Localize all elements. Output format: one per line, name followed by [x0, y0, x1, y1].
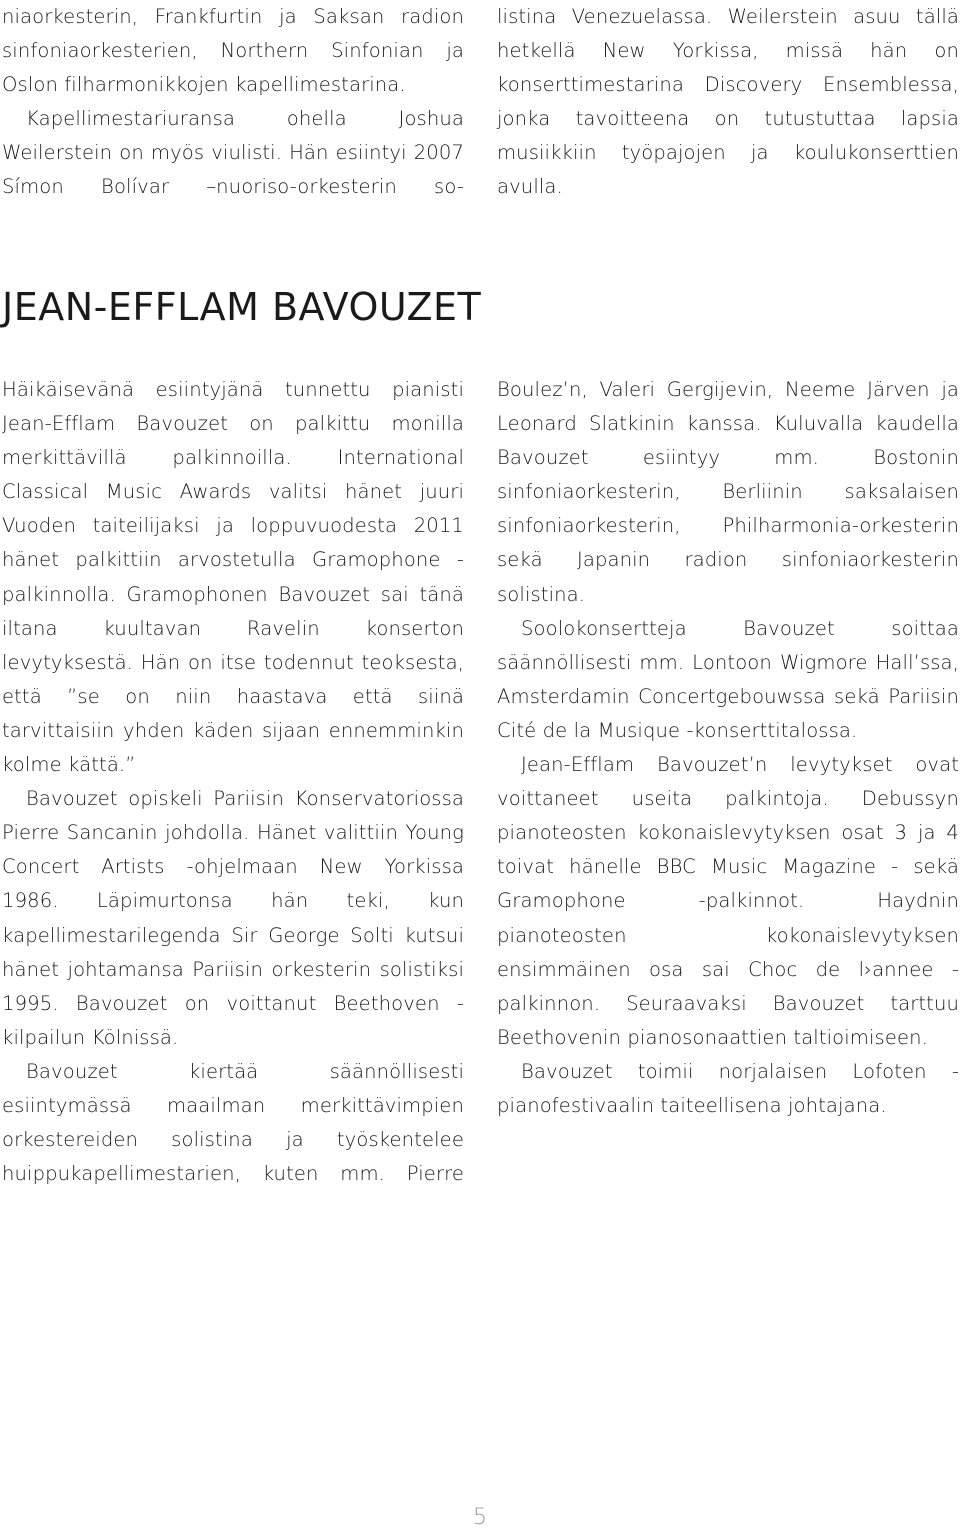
bottom-right-column	[497, 373, 959, 1123]
section-heading: JEAN-EFFLAM BAVOUZET	[2, 285, 482, 329]
paragraph: Bavouzet opiskeli Pariisin Konservatoriossa Pierre Sancanin johdolla. Hänet valittiin Young Concert Artists -ohjelmaan New Yorkissa 1986. Läpimurtonsa hän teki, kun kapellimestarilegenda Sir George Solti kutsui hänet johtamansa Pariisin orkesterin solistiksi 1995. Bavouzet on voittanut Beethoven -kilpailun Kölnissä.	[2, 787, 464, 1049]
paragraph: Häikäisevänä esiintyjänä tunnettu pianisti Jean-Efflam Bavouzet on palkittu monilla merkittävillä palkinnoilla. International Classical Music Awards valitsi hänet juuri Vuoden taiteilijaksi ja loppuvuodesta 2011 hänet palkittiin arvostetulla Gramophone -palkinnolla. Gramophonen Bavouzet sai tänä iltana kuultavan Ravelin konserton levytyksestä. Hän on itse todennut teoksesta, että ”se on niin haastava että siinä tarvittaisiin yhden käden sijaan ennemminkin kolme kättä.”	[2, 378, 464, 777]
paragraph: Jean-Efflam Bavouzet’n levytykset ovat voittaneet useita palkintoja. Debussyn pianoteosten kokonaislevytyksen osat 3 ja 4 toivat hänelle BBC Music Magazine - sekä Gramophone -palkinnot. Haydnin pianoteosten kokonaislevytyksen ensimmäinen osa sai Choc de l›annee -palkinnon. Seuraavaksi Bavouzet tarttuu Beethovenin pianosonaattien taltioimiseen.	[497, 753, 959, 1049]
paragraph: listina Venezuelassa. Weilerstein asuu tällä hetkellä New Yorkissa, missä hän on konserttimestarina Discovery Ensemblessa, jonka tavoitteena on tutustuttaa lapsia musiikkiin työpajojen ja koulukonserttien avulla.	[497, 5, 959, 199]
page-number: 5	[473, 1505, 487, 1530]
paragraph: Bavouzet kiertää säännöllisesti esiintymässä maailman merkittävimpien orkestereiden solistina ja työskentelee huippukapellimestarien, kuten mm. Pierre	[2, 1059, 464, 1186]
bottom-left-column	[2, 373, 464, 1191]
paragraph: Soolokonsertteja Bavouzet soittaa säännöllisesti mm. Lontoon Wigmore Hall’ssa, Amsterdamin Concertgebouwssa sekä Pariisin Cité de la Musique -konserttitalossa.	[497, 616, 959, 742]
top-left-column	[2, 0, 464, 205]
top-right-column	[497, 0, 959, 205]
paragraph: Bavouzet toimii norjalaisen Lofoten -pianofestivaalin taiteellisena johtajana.	[497, 1059, 959, 1117]
paragraph: niaorkesterin, Frankfurtin ja Saksan radion sinfoniaorkesterien, Northern Sinfonian ja Oslon filharmonikkojen kapellimestarina.	[2, 5, 464, 97]
paragraph: Kapellimestariuransa ohella Joshua Weilerstein on myös viulisti. Hän esiintyi 2007 Símon Bolívar –nuoriso-orkesterin so-	[2, 107, 464, 199]
paragraph: Boulez’n, Valeri Gergijevin, Neeme Järven ja Leonard Slatkinin kanssa. Kuluvalla kaudella Bavouzet esiintyy mm. Bostonin sinfoniaorkesterin, Berliinin saksalaisen sinfoniaorkesterin, Philharmonia-orkesterin sekä Japanin radion sinfoniaorkesterin solistina.	[497, 378, 959, 606]
